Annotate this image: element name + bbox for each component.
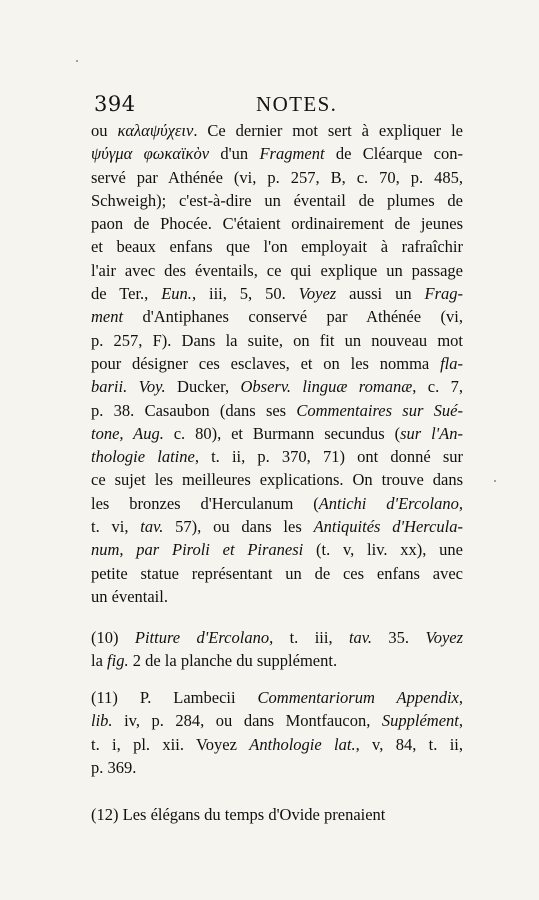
italic-text: num, par Piroli et Piranesi: [91, 540, 304, 560]
text-line: [91, 142, 463, 165]
paper-speck: [494, 480, 496, 482]
text-line: [91, 445, 463, 468]
text-line: [91, 803, 463, 826]
text-line: [91, 305, 463, 328]
roman-text: t. i, pl. xii. Voyez: [91, 734, 250, 754]
roman-text: p. 369.: [91, 757, 137, 777]
italic-text: Supplément: [381, 711, 459, 731]
roman-text: ,: [458, 493, 463, 513]
roman-text: 35.: [372, 628, 426, 647]
italic-text: fla-: [440, 353, 463, 373]
italic-text: Voyez: [425, 628, 464, 647]
roman-text: 57), ou dans les: [163, 517, 314, 537]
roman-text: petite statue représentant un de ces enfans avec: [91, 563, 463, 583]
text-line: [91, 352, 463, 375]
roman-text: (t. v, liv. xx), une: [303, 540, 463, 560]
italic-text: fig.: [107, 651, 129, 671]
text-line: [91, 259, 463, 282]
roman-text: de Ter.,: [91, 284, 162, 304]
roman-text: d'un: [209, 144, 260, 164]
roman-text: d'Antiphanes conservé par Athénée (vi,: [123, 307, 463, 327]
page-header: [94, 90, 464, 120]
roman-text: (10): [91, 628, 135, 647]
text-line: [91, 399, 463, 422]
roman-text: (12) Les élégans du temps d'Ovide prenaient: [91, 805, 386, 824]
text-line: [91, 235, 463, 258]
roman-text: 2 de la planche du supplément.: [128, 651, 338, 671]
italic-text: Antiquités d'Hercula-: [313, 517, 464, 537]
roman-text: p. 257, F). Dans la suite, on fit un nouveau mot: [91, 330, 463, 350]
text-line: [91, 649, 463, 672]
text-line: [91, 686, 463, 709]
roman-text: ,: [458, 711, 463, 731]
italic-text: Frag-: [424, 284, 463, 304]
text-line: [91, 282, 463, 305]
italic-text: Anthologie lat.: [249, 734, 356, 754]
text-line: [91, 468, 463, 491]
roman-text: t. vi,: [91, 517, 141, 537]
text-line: [91, 492, 463, 515]
footnote-11: [91, 686, 463, 779]
italic-text: Commentaires sur Sué-: [296, 400, 463, 420]
paragraph-text: [91, 119, 463, 608]
roman-text: p. 38. Casaubon (dans ses: [91, 400, 297, 420]
roman-text: aussi un: [336, 284, 425, 304]
italic-text: barii. Voy.: [91, 377, 166, 397]
italic-text: tone, Aug.: [91, 423, 164, 443]
roman-text: ou: [91, 121, 118, 140]
text-line: [91, 119, 463, 142]
page-number: 394: [94, 92, 136, 116]
text-line: [91, 538, 463, 561]
italic-text: ψύγμα φωκαϊκὸν: [91, 144, 210, 164]
text-line: [91, 189, 463, 212]
italic-text: Voyez: [298, 284, 337, 304]
roman-text: et beaux enfans que l'on employait à rafraîchir: [91, 237, 463, 257]
italic-text: ment: [91, 307, 124, 327]
continuation-paragraph: [91, 119, 463, 608]
text-line: [91, 756, 463, 779]
text-line: [91, 375, 463, 398]
roman-text: un éventail.: [91, 586, 168, 606]
italic-text: thologie latine: [91, 447, 195, 467]
text-line: [91, 562, 463, 585]
paragraph-text: [91, 686, 463, 779]
italic-text: καλαψύχειν: [117, 121, 194, 140]
text-line: [91, 515, 463, 538]
roman-text: , v, 84, t. ii,: [355, 734, 464, 754]
roman-text: les bronzes d'Herculanum (: [91, 493, 319, 513]
italic-text: tav.: [348, 628, 373, 647]
text-line: [91, 585, 463, 608]
roman-text: l'air avec des éventails, ce qui explique un passage: [91, 260, 463, 280]
roman-text: paon de Phocée. C'étaient ordinairement de jeunes: [91, 214, 463, 234]
roman-text: iv, p. 284, ou dans Montfaucon,: [112, 711, 382, 731]
text-line: [91, 709, 463, 732]
roman-text: , iii, 5, 50.: [191, 284, 299, 304]
footnote-12: [91, 803, 463, 826]
roman-text: servé par Athénée (vi, p. 257, B, c. 70, p. 485,: [91, 167, 463, 187]
text-line: [91, 733, 463, 756]
paper-speck: [76, 60, 78, 62]
roman-text: Schweigh); c'est-à-dire un éventail de plumes de: [91, 190, 463, 210]
italic-text: Fragment: [259, 144, 325, 164]
text-line: [91, 626, 463, 649]
italic-text: Observ. linguæ romanæ: [240, 377, 413, 397]
roman-text: de Cléarque con-: [324, 144, 463, 164]
roman-text: , t. ii, p. 370, 71) ont donné sur: [194, 447, 463, 467]
roman-text: ce sujet les meilleures explications. On trouve dans: [91, 470, 463, 490]
roman-text: c. 80), et Burmann secundus (: [163, 423, 401, 443]
italic-text: Eun.: [161, 284, 192, 304]
text-line: [91, 422, 463, 445]
roman-text: pour désigner ces esclaves, et on les nomma: [91, 353, 441, 373]
text-line: [91, 212, 463, 235]
roman-text: ,: [458, 688, 463, 707]
footnote-10: [91, 626, 463, 673]
text-line: [91, 166, 463, 189]
italic-text: Pitture d'Ercolano: [134, 628, 270, 647]
text-line: [91, 329, 463, 352]
running-title: NOTES.: [256, 92, 338, 116]
roman-text: , c. 7,: [412, 377, 463, 397]
italic-text: tav.: [140, 517, 164, 537]
roman-text: la: [91, 651, 108, 671]
paragraph-text: [91, 803, 463, 826]
italic-text: sur l'An-: [400, 423, 463, 443]
italic-text: Antichi d'Ercolano: [318, 493, 459, 513]
roman-text: (11) P. Lambecii: [91, 688, 258, 707]
italic-text: Commentariorum Appendix: [257, 688, 459, 707]
roman-text: Ducker,: [165, 377, 241, 397]
italic-text: lib.: [91, 711, 113, 731]
roman-text: , t. iii,: [269, 628, 349, 647]
roman-text: . Ce dernier mot sert à expliquer le: [193, 121, 464, 140]
paragraph-text: [91, 626, 463, 673]
